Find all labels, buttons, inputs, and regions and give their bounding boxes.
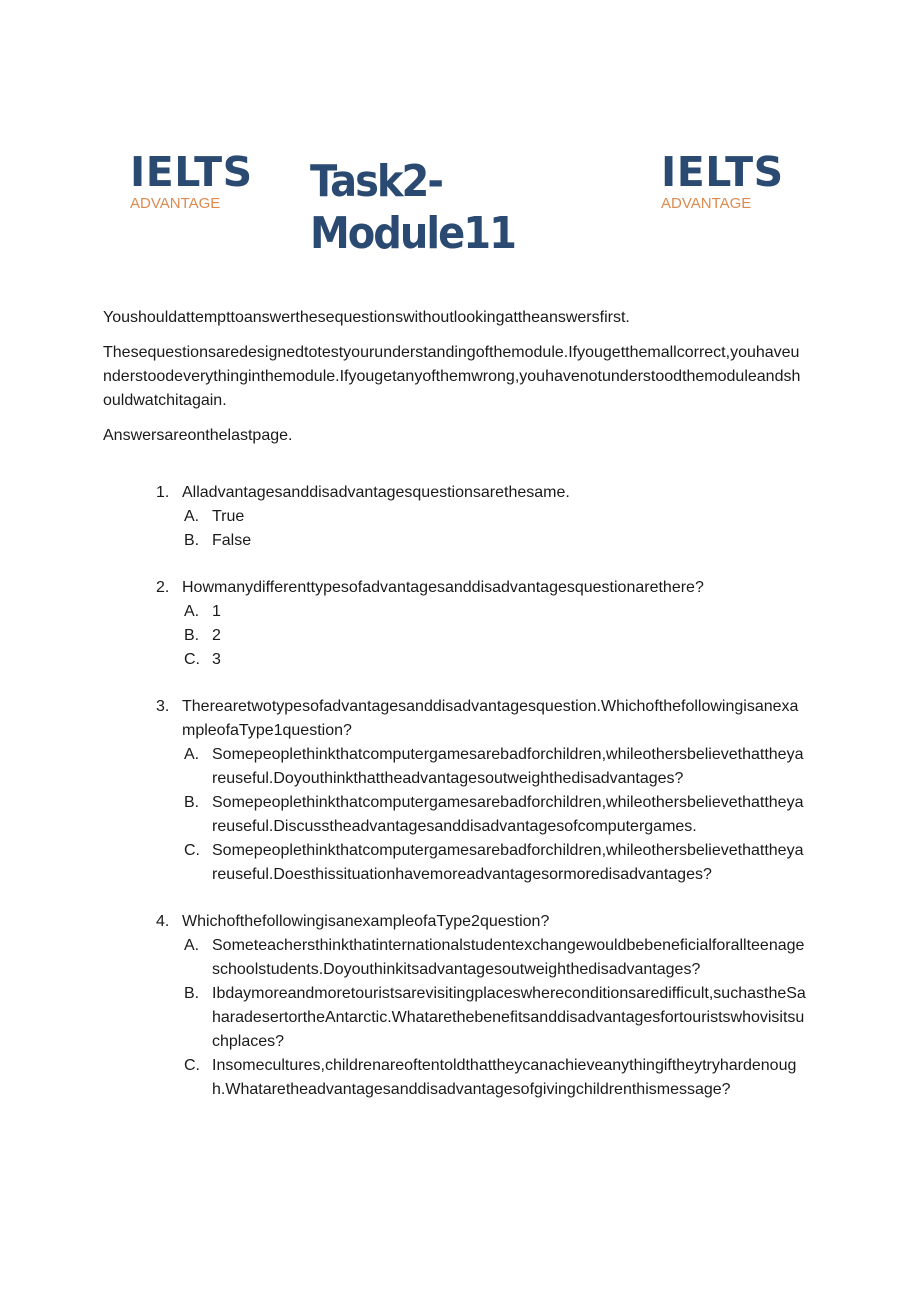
logo-tagline: ADVANTAGE: [130, 195, 221, 212]
option-letter: B.: [184, 532, 200, 549]
logo-wordmark: IELTS: [661, 148, 784, 196]
ielts-advantage-logo-right: [661, 150, 801, 213]
option-text: 1: [212, 603, 221, 620]
question-2: [156, 576, 806, 672]
question-text: WhichofthefollowingisanexampleofaType2question?: [182, 913, 550, 930]
question-4: [156, 910, 806, 1102]
answer-option: [184, 529, 806, 553]
answer-option: [184, 934, 806, 982]
instruction-paragraph: Youshouldattempttoanswerthesequestionswithoutlookingattheanswersfirst.: [103, 309, 630, 326]
option-text: Somepeoplethinkthatcomputergamesarebadforchildren,whileothersbelievethattheyareuseful.Doyouthinkthattheadvantagesoutweighthedisadvantages?: [212, 746, 804, 787]
option-letter: C.: [184, 651, 200, 668]
ielts-advantage-logo-left: [130, 150, 270, 213]
question-number: 4.: [156, 913, 170, 930]
option-letter: A.: [184, 603, 200, 620]
option-letter: B.: [184, 985, 200, 1002]
answer-option: [184, 982, 806, 1054]
option-text: False: [212, 532, 252, 549]
option-letter: A.: [184, 508, 200, 525]
question-1: [156, 481, 806, 553]
option-text: Somepeoplethinkthatcomputergamesarebadforchildren,whileothersbelievethattheyareuseful.Discusstheadvantagesanddisadvantagesofcomputergames.: [212, 794, 804, 835]
option-text: Ibdaymoreandmoretouristsarevisitingplaceswhereconditionsaredifficult,suchastheSaharadesertortheAntarctic.Whatarethebenefitsanddisadvantagesfortouristswhovisitsuchplaces?: [212, 985, 806, 1050]
answer-option: [184, 839, 806, 887]
question-number: 2.: [156, 579, 170, 596]
option-text: Someteachersthinkthatinternationalstudentexchangewouldbebeneficialforallteenageschoolstudents.Doyouthinkitsadvantagesoutweighthedisadvantages?: [212, 937, 805, 978]
option-letter: A.: [184, 937, 200, 954]
answer-option: [184, 600, 806, 624]
option-letter: A.: [184, 746, 200, 763]
question-number: 1.: [156, 484, 170, 501]
answer-option: [184, 1054, 806, 1102]
instruction-paragraph: Answersareonthelastpage.: [103, 427, 293, 444]
answer-option: [184, 505, 806, 529]
option-text: Somepeoplethinkthatcomputergamesarebadforchildren,whileothersbelievethattheyareuseful.Doesthissituationhavemoreadvantagesormoredisadvantages?: [212, 842, 804, 883]
logo-wordmark: IELTS: [130, 148, 253, 196]
question-text: Howmanydifferenttypesofadvantagesanddisadvantagesquestionarethere?: [182, 579, 704, 596]
option-letter: B.: [184, 794, 200, 811]
question-text: Therearetwotypesofadvantagesanddisadvantagesquestion.WhichofthefollowingisanexampleofaType1question?: [182, 698, 799, 739]
answer-option: [184, 791, 806, 839]
logo-tagline: ADVANTAGE: [661, 195, 752, 212]
option-text: Insomecultures,childrenareoftentoldthattheycanachieveanythingiftheytryhardenough.Whataretheadvantagesanddisadvantagesofgivingchildrenthismessage?: [212, 1057, 797, 1098]
question-list: [156, 481, 806, 1125]
question-number: 3.: [156, 698, 170, 715]
option-letter: C.: [184, 842, 200, 859]
option-text: 3: [212, 651, 221, 668]
answer-option: [184, 743, 806, 791]
option-text: True: [212, 508, 245, 525]
page-title: Task2-Module11: [310, 157, 515, 259]
answer-option: [184, 624, 806, 648]
option-letter: B.: [184, 627, 200, 644]
question-text: Alladvantagesanddisadvantagesquestionsarethesame.: [182, 484, 570, 501]
question-3: [156, 695, 806, 887]
instructions: [103, 306, 808, 459]
instruction-paragraph: Thesequestionsaredesignedtotestyourunderstandingofthemodule.Ifyougetthemallcorrect,youhaveunderstoodeverythinginthemodule.Ifyougetanyofthemwrong,youhavenotunderstoodthemoduleandshouldwatchitagain.: [103, 344, 801, 409]
option-text: 2: [212, 627, 221, 644]
answer-option: [184, 648, 806, 672]
option-letter: C.: [184, 1057, 200, 1074]
